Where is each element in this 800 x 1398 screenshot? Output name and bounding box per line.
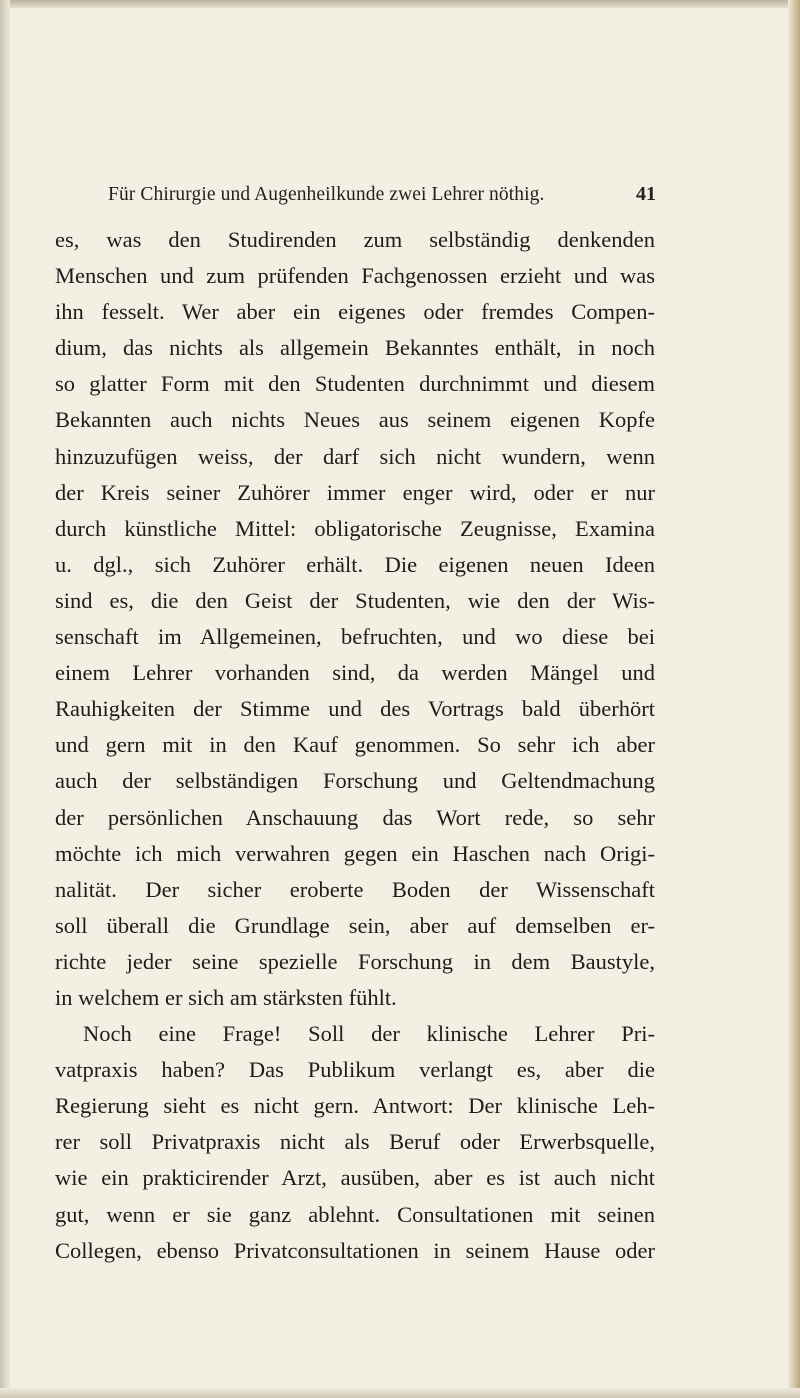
page-left-edge bbox=[0, 0, 10, 1398]
text-line: Collegen, ebenso Privatconsultationen in seinem Hause oder bbox=[55, 1237, 655, 1263]
text-line: Regierung sieht es nicht gern. Antwort: Der klinische Leh- bbox=[55, 1093, 655, 1119]
text-line: ihn fesselt. Wer aber ein eigenes oder fremdes Compen- bbox=[55, 299, 655, 325]
text-line: durch künstliche Mittel: obligatorische Zeugnisse, Examina bbox=[55, 515, 655, 541]
text-line: Bekannten auch nichts Neues aus seinem eigenen Kopfe bbox=[55, 407, 655, 433]
text-line: es, was den Studirenden zum selbständig denkenden bbox=[55, 227, 655, 252]
text-line: senschaft im Allgemeinen, befruchten, und wo diese bei bbox=[55, 624, 655, 650]
body-text bbox=[55, 222, 655, 1269]
text-line: dium, das nichts als allgemein Bekanntes enthält, in noch bbox=[55, 335, 655, 361]
text-line: richte jeder seine spezielle Forschung in dem Baustyle, bbox=[55, 948, 655, 974]
page-right-edge bbox=[788, 0, 800, 1398]
text-line: auch der selbständigen Forschung und Geltendmachung bbox=[55, 768, 655, 794]
text-line: gut, wenn er sie ganz ablehnt. Consultationen mit seinen bbox=[55, 1201, 655, 1227]
text-line: Rauhigkeiten der Stimme und des Vortrags bald überhört bbox=[55, 696, 655, 722]
page-top-edge bbox=[0, 0, 800, 8]
text-line: soll überall die Grundlage sein, aber auf demselben er- bbox=[55, 912, 655, 938]
text-line: so glatter Form mit den Studenten durchnimmt und diesem bbox=[55, 371, 655, 397]
text-line: rer soll Privatpraxis nicht als Beruf oder Erwerbsquelle, bbox=[55, 1129, 655, 1155]
text-line: der Kreis seiner Zuhörer immer enger wird, oder er nur bbox=[55, 479, 655, 505]
text-line: hinzuzufügen weiss, der darf sich nicht wundern, wenn bbox=[55, 443, 655, 469]
text-line: nalität. Der sicher eroberte Boden der Wissenschaft bbox=[55, 876, 655, 902]
text-line: und gern mit in den Kauf genommen. So sehr ich aber bbox=[55, 732, 655, 758]
running-title: Für Chirurgie und Augenheilkunde zwei Lehrer nöthig. bbox=[108, 184, 545, 205]
text-line: Menschen und zum prüfenden Fachgenossen erzieht und was bbox=[55, 263, 655, 289]
text-line: vatpraxis haben? Das Publikum verlangt es, aber die bbox=[55, 1057, 655, 1083]
text-line: möchte ich mich verwahren gegen ein Haschen nach Origi- bbox=[55, 840, 655, 866]
text-line: sind es, die den Geist der Studenten, wie den der Wis- bbox=[55, 587, 655, 613]
page-number: 41 bbox=[636, 183, 656, 205]
text-line: einem Lehrer vorhanden sind, da werden Mängel und bbox=[55, 660, 655, 686]
text-line: in welchem er sich am stärksten fühlt. bbox=[55, 984, 397, 1010]
page-bottom-edge bbox=[0, 1388, 800, 1398]
text-line: u. dgl., sich Zuhörer erhält. Die eigenen neuen Ideen bbox=[55, 551, 655, 577]
text-line: der persönlichen Anschauung das Wort rede, so sehr bbox=[55, 804, 655, 830]
text-line: Noch eine Frage! Soll der klinische Lehrer Pri- bbox=[83, 1021, 655, 1047]
running-head bbox=[108, 183, 656, 206]
text-line: wie ein prakticirender Arzt, ausüben, aber es ist auch nicht bbox=[55, 1165, 655, 1191]
